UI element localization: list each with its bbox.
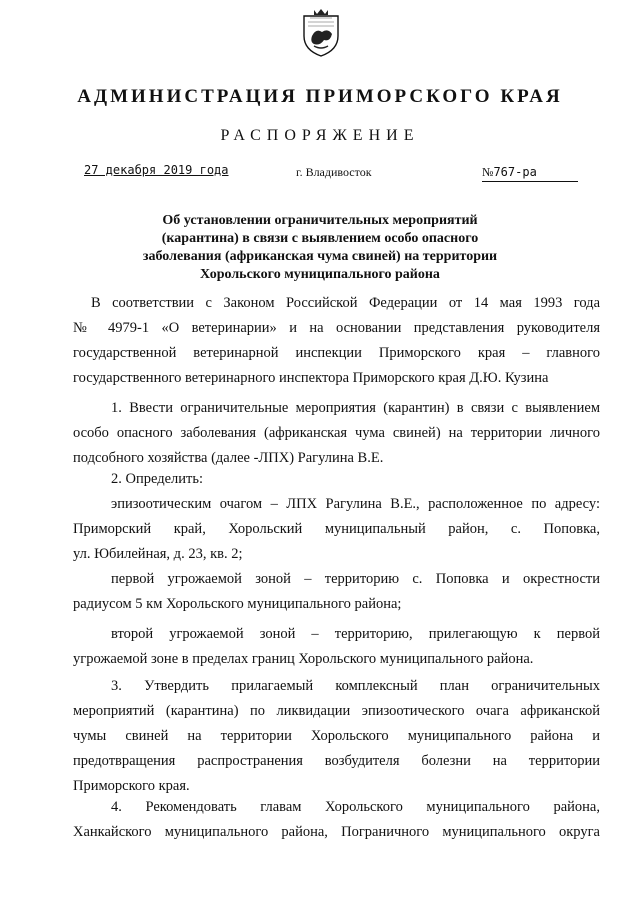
item-3-paragraph bbox=[73, 674, 600, 799]
text-line: Приморский край, Хорольский муниципальный район, с. Поповка, bbox=[73, 521, 600, 537]
item-1-paragraph bbox=[73, 396, 600, 471]
text-line: мероприятий (карантина) по ликвидации эпизоотического очага африканской bbox=[73, 703, 600, 719]
item-2-heading bbox=[73, 467, 600, 492]
item-2-zone1-paragraph bbox=[73, 567, 600, 617]
text-line: угрожаемой зоне в пределах границ Хорольского муниципального района. bbox=[73, 651, 534, 667]
text-line: 4. Рекомендовать главам Хорольского муниципального района, bbox=[111, 799, 600, 815]
document-number bbox=[482, 163, 578, 182]
item-2-zone2-paragraph bbox=[73, 622, 600, 672]
text-line: государственного ветеринарного инспектора Приморского края Д.Ю. Кузина bbox=[73, 370, 549, 386]
text-line: подсобного хозяйства (далее -ЛПХ) Рагулина В.Е. bbox=[73, 450, 384, 466]
text-line: эпизоотическим очагом – ЛПХ Рагулина В.Е., расположенное по адресу: bbox=[111, 496, 600, 512]
text-line: радиусом 5 км Хорольского муниципального района; bbox=[73, 596, 402, 612]
text-line: № 4979-1 «О ветеринарии» и на основании представления руководителя bbox=[73, 320, 600, 336]
item-4-paragraph bbox=[73, 795, 600, 845]
document-city: г. Владивосток bbox=[296, 165, 372, 179]
text-line: ул. Юбилейная, д. 23, кв. 2; bbox=[73, 546, 243, 562]
title-line: заболевания (африканская чума свиней) на территории bbox=[142, 249, 498, 264]
preamble-paragraph bbox=[73, 291, 600, 391]
title-line: (карантина) в связи с выявлением особо опасного bbox=[161, 231, 479, 246]
text-line: первой угрожаемой зоной – территорию с. Поповка и окрестности bbox=[111, 571, 600, 587]
item-2-focus-paragraph bbox=[73, 492, 600, 567]
text-line: В соответствии с Законом Российской Федерации от 14 мая 1993 года bbox=[91, 295, 600, 311]
text-line: второй угрожаемой зоной – территорию, прилегающую к первой bbox=[111, 626, 600, 642]
text-line: предотвращения распространения возбудителя болезни на территории bbox=[73, 753, 600, 769]
text-line: 3. Утвердить прилагаемый комплексный план ограничительных bbox=[111, 678, 600, 694]
number-value: 767-ра bbox=[493, 165, 537, 179]
number-sign: № bbox=[482, 165, 494, 179]
text-line: государственной ветеринарной инспекции Приморского края – главного bbox=[73, 345, 600, 361]
text-line: 2. Определить: bbox=[111, 471, 204, 487]
organization-name: АДМИНИСТРАЦИЯ ПРИМОРСКОГО КРАЯ bbox=[77, 86, 563, 107]
text-line: Приморского края. bbox=[73, 778, 190, 794]
document-type: РАСПОРЯЖЕНИЕ bbox=[220, 127, 420, 144]
title-line: Хорольского муниципального района bbox=[200, 267, 440, 282]
text-line: особо опасного заболевания (африканская чума свиней) на территории личного bbox=[73, 425, 600, 441]
text-line: Ханкайского муниципального района, Пограничного муниципального округа bbox=[73, 824, 600, 840]
text-line: чумы свиней на территории Хорольского муниципального района и bbox=[73, 728, 600, 744]
document-date: 27 декабря 2019 года bbox=[84, 163, 229, 177]
title-line: Об установлении ограничительных мероприятий bbox=[162, 213, 478, 228]
text-line: 1. Ввести ограничительные мероприятия (карантин) в связи с выявлением bbox=[111, 400, 600, 416]
document-title bbox=[120, 212, 520, 284]
coat-of-arms-emblem bbox=[300, 6, 342, 58]
